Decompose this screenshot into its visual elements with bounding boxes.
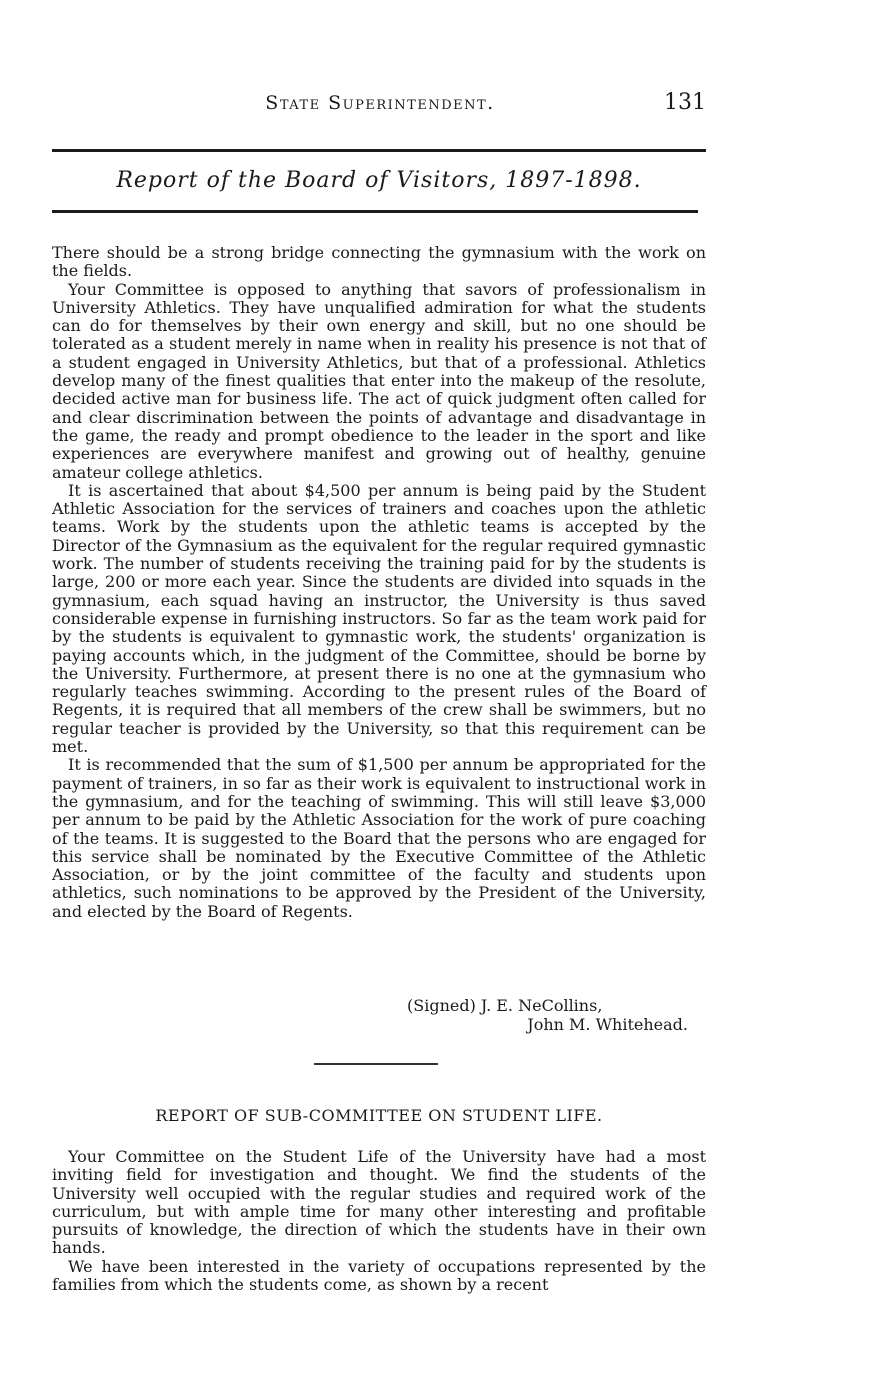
- bottom-rule: [52, 210, 698, 213]
- section-divider: [314, 1063, 438, 1065]
- top-rule: [52, 149, 706, 152]
- running-title: State Superintendent.: [265, 92, 495, 114]
- paragraph: It is ascertained that about $4,500 per annum is being paid by the Student Athletic Association for the services of trainers and coaches upon the athletic teams. Work by the students upon the athletic teams is accepted by the Director of the Gymnasium as the equivalent for the regular required gymnastic work. The number of students receiving the training paid for by the students is large, 200 or more each year. Since the students are divided into squads in the gymnasium, each squad having an instructor, the University is thus saved considerable expense in furnishing instructors. So far as the team work paid for by the students is equivalent to gymnastic work, the students' organization is paying accounts which, in the judgment of the Committee, should be borne by the University. Furthermore, at present there is no one at the gymnasium who regularly teaches swimming. According to the present rules of the Board of Regents, it is required that all members of the crew shall be swimmers, but no regular teacher is provided by the University, so that this requirement can be met.: [52, 480, 706, 757]
- signature-line-two: John M. Whitehead.: [527, 1015, 688, 1034]
- section-heading: Report of the Board of Visitors, 1897-1898.: [116, 168, 642, 193]
- board-report-body: [52, 244, 706, 921]
- student-life-body: [52, 1148, 706, 1294]
- running-header: [52, 92, 708, 122]
- sub-committee-heading: REPORT OF SUB-COMMITTEE ON STUDENT LIFE.: [155, 1106, 603, 1125]
- paragraph: Your Committee is opposed to anything that savors of professionalism in University Athletics. They have unqualified admiration for what the students can do for themselves by their own energy and skill, but no one should be tolerated as a student merely in name when in reality his presence is not that of a student engaged in University Athletics, but that of a professional. Athletics develop many of the finest qualities that enter into the makeup of the resolute, decided active man for business life. The act of quick judgment often called for and clear discrimination between the points of advantage and disadvantage in the game, the ready and prompt obedience to the leader in the sport and like experiences are everywhere manifest and growing out of healthy, genuine amateur college athletics.: [52, 279, 706, 482]
- paragraph: It is recommended that the sum of $1,500 per annum be appropriated for the payment of trainers, in so far as their work is equivalent to instructional work in the gymnasium, and for the teaching of swimming. This will still leave $3,000 per annum to be paid by the Athletic Association for the work of pure coaching of the teams. It is suggested to the Board that the persons who are engaged for this service shall be nominated by the Executive Committee of the Athletic Association, or by the joint committee of the faculty and students upon athletics, such nominations to be approved by the President of the University, and elected by the Board of Regents.: [52, 755, 706, 921]
- paragraph: Your Committee on the Student Life of the University have had a most inviting field for investigation and thought. We find the students of the University well occupied with the regular studies and required work of the curriculum, but with ample time for many other interesting and profitable pursuits of knowledge, the direction of which the students have in their own hands.: [52, 1147, 706, 1258]
- page-number: 131: [664, 90, 706, 115]
- signature-line-one: (Signed) J. E. NeCollins,: [407, 996, 603, 1015]
- paragraph: We have been interested in the variety of occupations represented by the families from which the students come, as shown by a recent: [52, 1256, 706, 1295]
- paragraph: There should be a strong bridge connecting the gymnasium with the work on the fields.: [52, 243, 706, 281]
